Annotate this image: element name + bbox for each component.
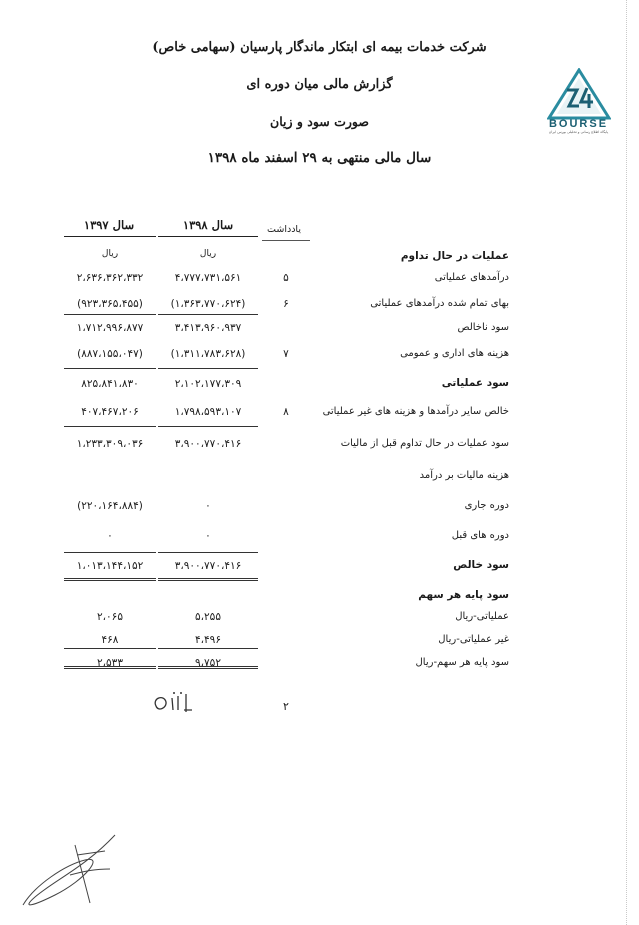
signature — [15, 825, 125, 915]
row-label: دوره جاری — [464, 500, 509, 511]
statement-title: صورت سود و زیان — [270, 114, 369, 129]
rule-eps-1397 — [64, 648, 156, 649]
rule-operating-1398 — [158, 368, 258, 369]
rule-pretax-1398 — [158, 426, 258, 427]
value-1397: ۸۲۵،۸۴۱،۸۳۰ — [81, 378, 139, 390]
column-header-1398: سال ۱۳۹۸ — [182, 218, 234, 232]
value-1397: ۱،۷۱۲،۹۹۶،۸۷۷ — [76, 322, 144, 334]
column-header-1397: سال ۱۳۹۷ — [83, 218, 135, 232]
row-label: سود پایه هر سهم — [418, 589, 509, 601]
value-1398: ۹،۷۵۲ — [195, 657, 221, 669]
value-1398: ۵،۲۵۵ — [195, 611, 221, 623]
value-1398: ۰ — [205, 500, 211, 512]
value-1397: ۴۶۸ — [101, 634, 119, 646]
row-label: سود خالص — [453, 559, 509, 571]
row-label: خالص سایر درآمدها و هزینه های غیر عملیاتی — [322, 406, 509, 417]
page-number: ۲ — [283, 700, 289, 713]
value-1398: ۱،۷۹۸،۵۹۳،۱۰۷ — [174, 406, 242, 418]
row-label: سود ناخالص — [457, 322, 509, 333]
row-label: درآمدهای عملیاتی — [434, 272, 509, 283]
value-1397: ۲،۰۶۵ — [97, 611, 123, 623]
unit-label-1398: ریال — [199, 249, 217, 259]
double-rule-eps-1398 — [158, 666, 258, 669]
bourse-logo — [531, 68, 626, 134]
value-1398: ۴،۷۷۷،۷۳۱،۵۶۱ — [174, 272, 242, 284]
value-1398: ۲،۱۰۲،۱۷۷،۳۰۹ — [174, 378, 242, 390]
rule-gross-profit-1398 — [158, 314, 258, 315]
fiscal-period: سال مالی منتهی به ۲۹ اسفند ماه ۱۳۹۸ — [207, 150, 432, 166]
rule-net-1397 — [64, 552, 156, 553]
value-1397: (۲۲۰،۱۶۴،۸۸۴) — [77, 500, 143, 512]
row-label: سود عملیات در حال تداوم قبل از مالیات — [340, 438, 509, 449]
note-number: ۸ — [283, 406, 289, 418]
row-label: هزینه مالیات بر درآمد — [419, 470, 509, 481]
value-1398: ۴،۴۹۶ — [195, 634, 221, 646]
value-1397: ۴۰۷،۴۶۷،۲۰۶ — [81, 406, 139, 418]
double-rule-net-1397 — [64, 578, 156, 581]
value-1398: (۱،۳۱۱،۷۸۳،۶۲۸) — [170, 348, 246, 360]
logo-tagline: پایگاه اطلاع رسانی و تحلیلی بورس ایران — [548, 130, 609, 134]
row-label: سود عملیاتی — [441, 377, 509, 389]
company-name: شرکت خدمات بیمه ای ابتکار ماندگار پارسیان (سهامی خاص) — [152, 40, 487, 55]
report-title: گزارش مالی میان دوره ای — [246, 77, 393, 92]
logo-word: BOURSE — [548, 118, 609, 130]
unit-label-1397: ریال — [101, 249, 119, 259]
rule-eps-1398 — [158, 648, 258, 649]
row-label: سود پایه هر سهم-ریال — [415, 657, 509, 668]
row-label: عملیات در حال تداوم — [400, 250, 509, 262]
note-number: ۶ — [283, 298, 289, 310]
column-header-rule-1397 — [64, 236, 156, 237]
row-label: دوره های قبل — [451, 530, 509, 541]
double-rule-eps-1397 — [64, 666, 156, 669]
row-label: هزینه های اداری و عمومی — [400, 348, 509, 359]
rule-gross-profit-1397 — [64, 314, 156, 315]
column-header-rule-1398 — [158, 236, 258, 237]
value-1397: ۲،۶۳۶،۳۶۲،۳۳۲ — [76, 272, 144, 284]
value-1397: ۱،۲۳۳،۳۰۹،۰۳۶ — [76, 438, 144, 450]
note-header-rule — [262, 240, 310, 241]
value-1398: ۳،۹۰۰،۷۷۰،۴۱۶ — [174, 438, 242, 450]
value-1398: ۳،۹۰۰،۷۷۰،۴۱۶ — [174, 560, 242, 572]
value-1398: ۰ — [205, 530, 211, 542]
row-label: بهای تمام شده درآمدهای عملیاتی — [370, 298, 509, 309]
note-number: ۷ — [283, 348, 289, 360]
value-1398: (۱،۳۶۳،۷۷۰،۶۲۴) — [170, 298, 246, 310]
value-1398: ۳،۴۱۳،۹۶۰،۹۳۷ — [174, 322, 242, 334]
rule-operating-1397 — [64, 368, 156, 369]
bourse-logo-icon — [547, 68, 611, 120]
rule-net-1398 — [158, 552, 258, 553]
value-1397: ۱،۰۱۳،۱۴۴،۱۵۲ — [76, 560, 144, 572]
row-label: عملیاتی-ریال — [455, 611, 509, 622]
page-edge-guide — [626, 0, 628, 925]
double-rule-net-1398 — [158, 578, 258, 581]
value-1397: ۰ — [107, 530, 113, 542]
note-column-header: یادداشت — [267, 224, 301, 235]
value-1397: (۹۲۳،۳۶۵،۴۵۵) — [77, 298, 143, 310]
handwritten-initials — [150, 688, 220, 718]
row-label: غیر عملیاتی-ریال — [438, 634, 509, 645]
note-number: ۵ — [283, 272, 289, 284]
value-1397: ۲،۵۳۳ — [97, 657, 123, 669]
value-1397: (۸۸۷،۱۵۵،۰۴۷) — [77, 348, 143, 360]
rule-pretax-1397 — [64, 426, 156, 427]
